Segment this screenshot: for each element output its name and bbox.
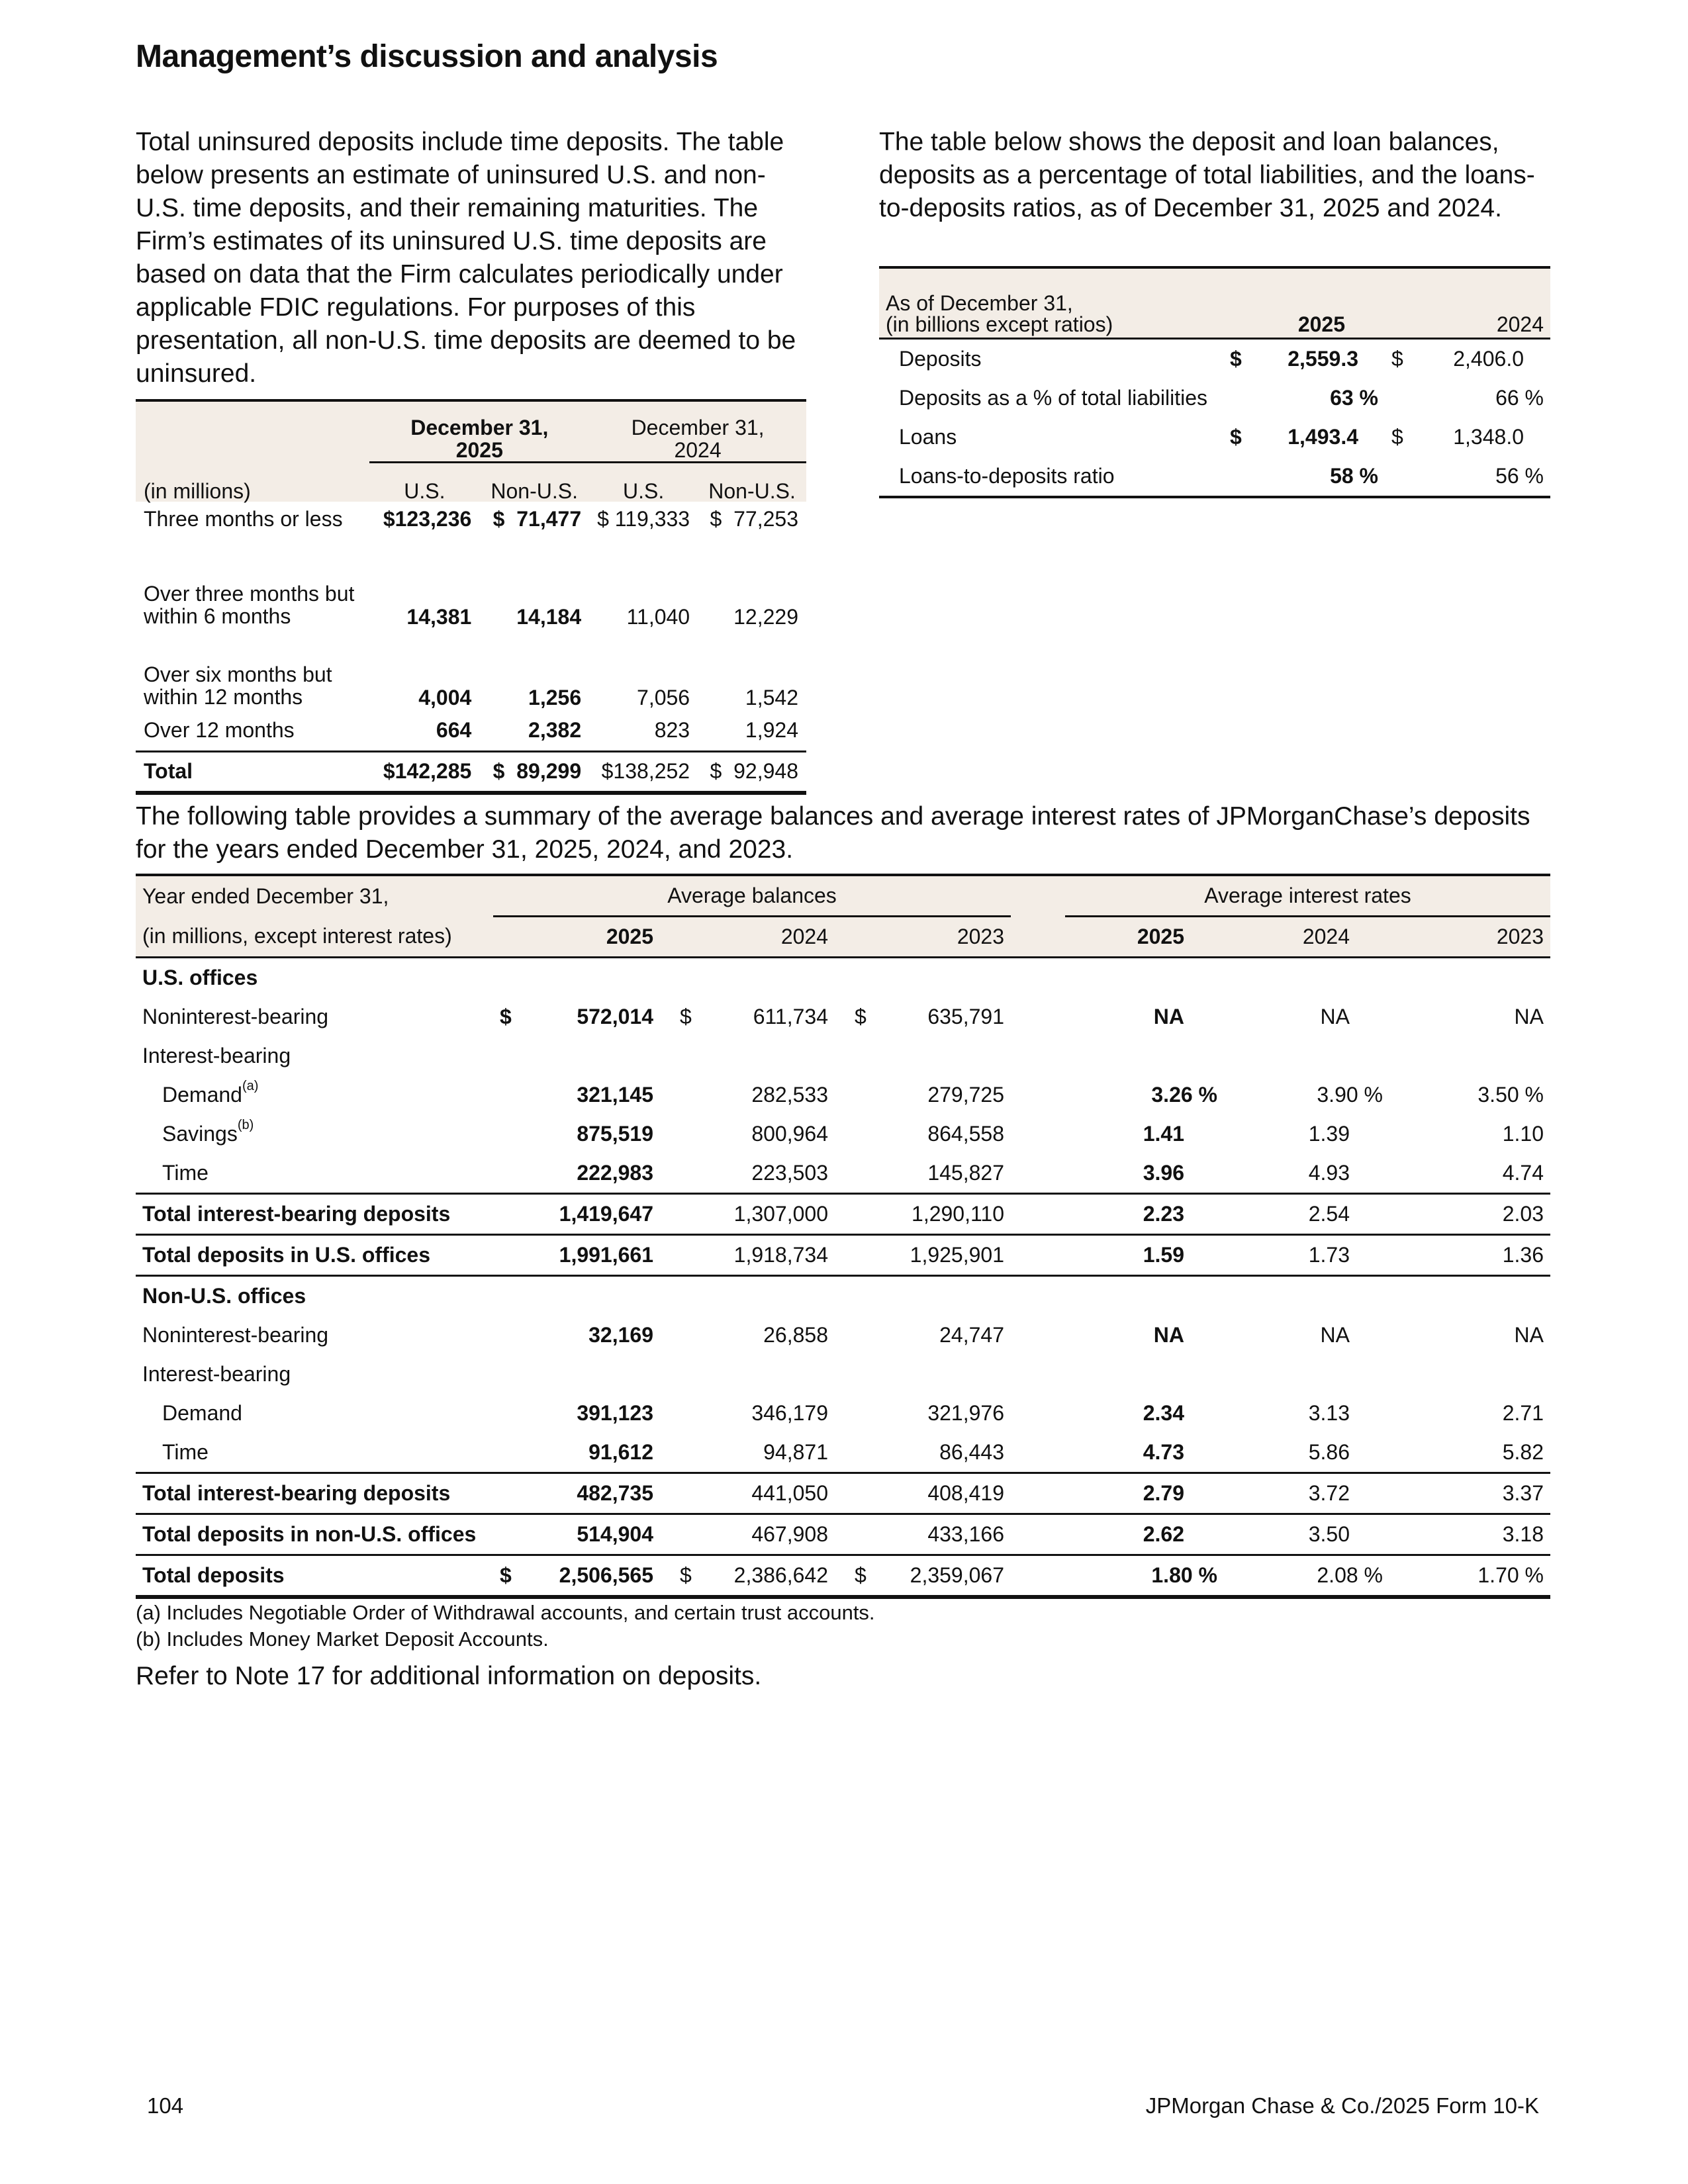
col-bal-2024: 2024	[660, 917, 835, 958]
table-subheader-row	[136, 917, 1550, 958]
cell: 321,145	[577, 1083, 653, 1107]
cell: 346,179	[751, 1401, 828, 1425]
cell: 4.93	[1308, 1161, 1350, 1185]
cell: 58 %	[1330, 464, 1378, 488]
table-row	[879, 457, 1550, 497]
row-label: Total	[136, 751, 369, 793]
cell: 864,558	[927, 1122, 1004, 1146]
average-balances-table	[136, 874, 1550, 1599]
cell: 2,386,642	[700, 1555, 835, 1598]
table-subheader-row	[136, 463, 806, 502]
subtotal-row	[136, 1473, 1550, 1514]
cell: 1.10	[1502, 1122, 1544, 1146]
row-label: Over six months but within 12 months	[144, 662, 332, 709]
header-line-1: As of December 31,	[886, 291, 1073, 315]
section-row	[136, 958, 1550, 998]
section-row	[136, 1276, 1550, 1316]
cell: 5.82	[1502, 1440, 1544, 1464]
table-row	[879, 418, 1550, 457]
cell: 14,184	[516, 605, 582, 629]
row-label: Total interest-bearing deposits	[136, 1194, 493, 1235]
cell: 875,519	[577, 1122, 653, 1146]
cell: 2,559.3	[1288, 347, 1358, 371]
row-label: Loans	[899, 425, 957, 449]
cell: 611,734	[753, 1005, 828, 1028]
cell: $ 71,477	[492, 507, 582, 531]
footnote-a: (a) Includes Negotiable Order of Withdrawal accounts, and certain trust accounts.	[136, 1601, 875, 1624]
cell: $ 92,948	[698, 751, 806, 793]
cell: $ 77,253	[710, 507, 798, 531]
cell: 3.37	[1389, 1473, 1550, 1514]
cell: 3.13	[1308, 1401, 1350, 1425]
subtotal-row	[136, 1514, 1550, 1555]
table-header-row	[879, 267, 1550, 339]
cell: 12,229	[733, 605, 798, 629]
year-header: Year ended December 31,	[142, 884, 389, 908]
cell: 635,791	[927, 1005, 1004, 1028]
deposits-loans-table	[879, 266, 1550, 498]
cell: 1,542	[745, 686, 798, 709]
row-label: Total deposits in non-U.S. offices	[136, 1514, 493, 1555]
row-label	[136, 1075, 493, 1115]
cell: 3.72	[1224, 1473, 1389, 1514]
currency: $	[855, 1005, 867, 1028]
cell: 2.79	[1065, 1473, 1224, 1514]
table-row	[136, 710, 806, 751]
table-row	[136, 1394, 1550, 1433]
cell: 1.80 %	[1065, 1555, 1224, 1598]
cell: 1.41	[1143, 1122, 1184, 1146]
cell: 2,359,067	[874, 1555, 1011, 1598]
cell: 433,166	[874, 1514, 1011, 1555]
cell: 279,725	[927, 1083, 1004, 1107]
table-row	[136, 1115, 1550, 1154]
cell: 32,169	[588, 1323, 653, 1347]
cell: $138,252	[589, 751, 698, 793]
cell: 1,256	[528, 686, 582, 709]
cell: 2,506,565	[524, 1555, 660, 1598]
cell: 1.36	[1389, 1235, 1550, 1276]
table-row	[136, 663, 806, 710]
row-label: Total deposits	[136, 1555, 493, 1598]
table-row	[136, 1433, 1550, 1473]
uninsured-intro-text: Total uninsured deposits include time deposits. The table below presents an estimate of uninsured U.S. and non-U.S. time deposits, and their remaining maturities. The Firm’s estimates of its uninsured U.S. time deposits are based on data that the Firm calculates periodically under applicable FDIC regulations. For purposes of this presentation, all non-U.S. time deposits are deemed to be uninsured.	[136, 128, 796, 388]
cell: 63 %	[1330, 386, 1378, 410]
cell: 5.86	[1308, 1440, 1350, 1464]
table-row	[879, 339, 1550, 379]
cell: 282,533	[751, 1083, 828, 1107]
col-bal-2023: 2023	[835, 917, 1011, 958]
currency: $	[835, 1555, 874, 1598]
table-total-row	[136, 751, 806, 793]
table-row	[136, 582, 806, 663]
table-row	[136, 1316, 1550, 1355]
cell: 66 %	[1495, 386, 1544, 410]
row-label: Deposits	[899, 347, 982, 371]
section-us-offices: U.S. offices	[142, 966, 258, 989]
currency	[1385, 379, 1418, 418]
table-row	[879, 379, 1550, 418]
row-label: Deposits as a % of total liabilities	[899, 386, 1207, 410]
cell: 3.96	[1143, 1161, 1184, 1185]
section-row	[136, 1036, 1550, 1075]
cell: 145,827	[927, 1161, 1004, 1185]
cell: 1,348.0	[1453, 425, 1524, 449]
cell: 391,123	[577, 1401, 653, 1425]
refer-note: Refer to Note 17 for additional information on deposits.	[136, 1662, 762, 1690]
col-rate-2023: 2023	[1389, 917, 1550, 958]
cell: 2.71	[1502, 1401, 1544, 1425]
row-label-text: Savings	[162, 1122, 238, 1146]
table-row	[136, 502, 806, 582]
cell: 1,493.4	[1288, 425, 1358, 449]
cell: NA	[1153, 1323, 1184, 1347]
cell: 441,050	[700, 1473, 835, 1514]
cell: 91,612	[588, 1440, 653, 1464]
row-label: Three months or less	[144, 507, 343, 531]
currency: $	[680, 1005, 692, 1028]
row-label-text: Demand	[162, 1083, 242, 1107]
cell: 86,443	[939, 1440, 1004, 1464]
cell: 1,419,647	[524, 1194, 660, 1235]
cell: $ 89,299	[479, 751, 589, 793]
currency: $	[660, 1555, 700, 1598]
cell: 1.73	[1224, 1235, 1389, 1276]
cell: 4,004	[418, 686, 472, 709]
col-rate-2024: 2024	[1224, 917, 1389, 958]
currency	[1223, 457, 1250, 497]
footnote-ref: (b)	[237, 1118, 254, 1132]
average-balances-header: Average balances	[493, 875, 1011, 917]
cell: 1,307,000	[700, 1194, 835, 1235]
section-non-us-offices: Non-U.S. offices	[136, 1276, 1550, 1316]
col-us-2024: U.S.	[589, 463, 698, 502]
cell: 408,419	[874, 1473, 1011, 1514]
row-label: Time	[162, 1440, 209, 1464]
row-label: Total interest-bearing deposits	[136, 1473, 493, 1514]
subtotal-row	[136, 1235, 1550, 1276]
cell: 2,406.0	[1453, 347, 1524, 371]
row-label: Noninterest-bearing	[142, 1323, 329, 1347]
cell: 2.08 %	[1224, 1555, 1389, 1598]
cell: 1,991,661	[524, 1235, 660, 1276]
cell: NA	[1320, 1005, 1350, 1028]
col-nonus-2024: Non-U.S.	[698, 463, 806, 502]
publication-footer: JPMorgan Chase & Co./2025 Form 10-K	[1145, 2093, 1539, 2118]
table-total-row	[136, 1555, 1550, 1598]
cell: 1.39	[1308, 1122, 1350, 1146]
currency: $	[1230, 425, 1242, 449]
currency	[1223, 379, 1250, 418]
units-header: (in millions, except interest rates)	[136, 917, 493, 958]
cell: 467,908	[700, 1514, 835, 1555]
currency: $	[493, 1555, 524, 1598]
section-row	[136, 1355, 1550, 1394]
col-us-2025: U.S.	[369, 463, 479, 502]
cell: NA	[1153, 1005, 1184, 1028]
footnote-ref: (a)	[242, 1079, 259, 1093]
cell: 2.03	[1389, 1194, 1550, 1235]
cell: 514,904	[524, 1514, 660, 1555]
currency: $	[1230, 347, 1242, 371]
cell: $123,236	[383, 507, 472, 531]
cell: 222,983	[577, 1161, 653, 1185]
cell: 26,858	[763, 1323, 828, 1347]
cell: $ 119,333	[597, 507, 690, 531]
cell: 664	[436, 717, 472, 742]
table-row	[136, 1075, 1550, 1115]
cell: 4.73	[1143, 1440, 1184, 1464]
cell: 2.34	[1143, 1401, 1184, 1425]
footnote-b: (b) Includes Money Market Deposit Accounts.	[136, 1627, 549, 1651]
cell: 14,381	[406, 605, 472, 629]
cell: 823	[654, 717, 690, 742]
cell: 223,503	[751, 1161, 828, 1185]
cell: 4.74	[1502, 1161, 1544, 1185]
uninsured-deposits-table	[136, 399, 806, 795]
row-label: Time	[162, 1161, 209, 1185]
cell: 11,040	[626, 605, 690, 629]
col-2024: 2024	[1418, 267, 1550, 339]
cell: 3.50 %	[1477, 1083, 1544, 1107]
col-group-2024: December 31, 2024	[631, 416, 765, 462]
cell: NA	[1320, 1323, 1350, 1347]
cell: NA	[1514, 1005, 1544, 1028]
table-row	[136, 1154, 1550, 1194]
units-label: (in millions)	[144, 479, 251, 503]
cell: 321,976	[927, 1401, 1004, 1425]
cell: 1,918,734	[700, 1235, 835, 1276]
col-rate-2025: 2025	[1065, 917, 1224, 958]
loans-intro-text: The table below shows the deposit and loan balances, deposits as a percentage of total liabilities, and the loans-to-deposits ratios, as of December 31, 2025 and 2024.	[879, 128, 1535, 222]
interest-bearing-label: Interest-bearing	[142, 1362, 291, 1386]
table-row	[136, 997, 1550, 1036]
header-line-2: (in billions except ratios)	[886, 312, 1113, 336]
row-label: Over 12 months	[144, 717, 295, 742]
cell: 482,735	[524, 1473, 660, 1514]
cell: 3.18	[1389, 1514, 1550, 1555]
cell: 3.90 %	[1317, 1083, 1383, 1107]
cell: 7,056	[637, 686, 690, 709]
row-label: Noninterest-bearing	[142, 1005, 329, 1028]
row-label: Demand	[162, 1401, 242, 1425]
row-label: Over three months but within 6 months	[144, 582, 355, 628]
currency: $	[1391, 347, 1403, 371]
cell: 94,871	[763, 1440, 828, 1464]
table-header-row	[136, 875, 1550, 917]
cell: 1.70 %	[1389, 1555, 1550, 1598]
cell: 2.23	[1065, 1194, 1224, 1235]
cell: 56 %	[1495, 464, 1544, 488]
page-number: 104	[147, 2093, 184, 2118]
row-label	[136, 1115, 493, 1154]
interest-bearing-label: Interest-bearing	[142, 1044, 291, 1068]
col-nonus-2025: Non-U.S.	[479, 463, 589, 502]
cell: 1.59	[1065, 1235, 1224, 1276]
col-group-2025: December 31, 2025	[410, 416, 549, 462]
currency	[1385, 457, 1418, 497]
page-title: Management’s discussion and analysis	[136, 39, 718, 74]
row-label: Loans-to-deposits ratio	[899, 464, 1115, 488]
row-label: Total deposits in U.S. offices	[136, 1235, 493, 1276]
cell: 1,290,110	[874, 1194, 1011, 1235]
average-balances-intro: The following table provides a summary of the average balances and average interest rates of JPMorganChase’s deposits for the years ended December 31, 2025, 2024, and 2023.	[136, 802, 1530, 864]
cell: NA	[1514, 1323, 1544, 1347]
average-rates-header: Average interest rates	[1065, 875, 1550, 917]
cell: 3.50	[1224, 1514, 1389, 1555]
currency: $	[1391, 425, 1403, 449]
cell: 3.26 %	[1151, 1083, 1217, 1107]
cell: 2.54	[1224, 1194, 1389, 1235]
currency: $	[500, 1005, 512, 1028]
cell: $142,285	[369, 751, 479, 793]
cell: 800,964	[751, 1122, 828, 1146]
cell: 1,925,901	[874, 1235, 1011, 1276]
cell: 572,014	[577, 1005, 653, 1028]
cell: 1,924	[745, 717, 798, 742]
cell: 24,747	[939, 1323, 1004, 1347]
subtotal-row	[136, 1194, 1550, 1235]
cell: 2.62	[1065, 1514, 1224, 1555]
col-bal-2025: 2025	[493, 917, 660, 958]
col-2025: 2025	[1250, 267, 1385, 339]
table-header-row	[136, 400, 806, 463]
cell: 2,382	[528, 717, 582, 742]
